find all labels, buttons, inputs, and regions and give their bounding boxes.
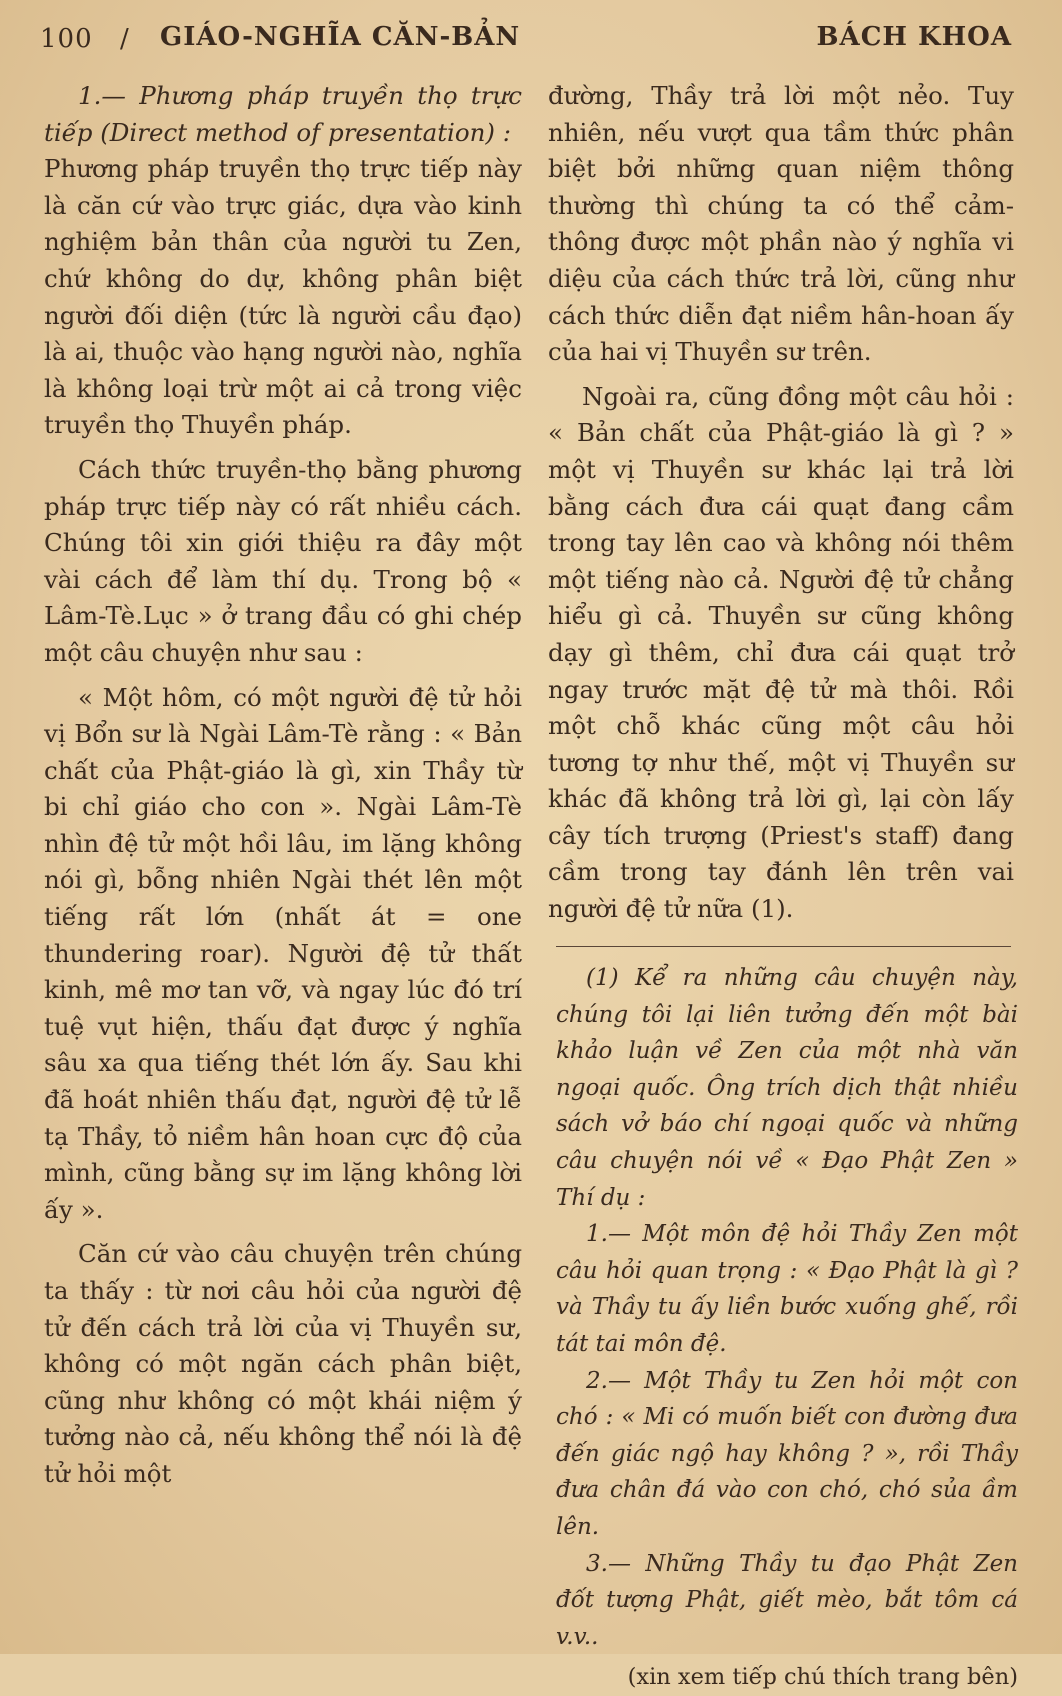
page-number: 100 xyxy=(40,24,93,54)
footnote-item-1: 1.— Một môn đệ hỏi Thầy Zen một câu hỏi quan trọng : « Đạo Phật là gì ? và Thầy tu ấy liền bước xuống ghế, rồi tát tai môn đệ. xyxy=(556,1221,1018,1357)
footnote-item-2: 2.— Một Thầy tu Zen hỏi một con chó : « Mi có muốn biết con đường đưa đến giác ngộ hay không ? », rồi Thầy đưa chân đá vào con chó, chó sủa ầm lên. xyxy=(556,1367,1018,1540)
paragraph-story-analysis: Căn cứ vào câu chuyện trên chúng ta thấy : từ nơi câu hỏi của người đệ tử đến cách trả lời của vị Thuyền sư, không có một ngăn cách phân biệt, cũng như không có một khái niệm ý tưởng nào cả, nếu không thể nói là đệ tử hỏi một xyxy=(44,1239,522,1488)
header-separator: / xyxy=(120,24,130,54)
paragraph-methods-intro: Cách thức truyền-thọ bằng phương pháp trực tiếp này có rất nhiều cách. Chúng tôi xin giới thiệu ra đây một vài cách để làm thí dụ. Trong bộ « Lâm-Tè.Lục » ở trang đầu có ghi chép một câu chuyện như sau : xyxy=(44,454,522,667)
running-title-right: BÁCH KHOA xyxy=(816,22,1012,52)
running-title-left: GIÁO-NGHĨA CĂN-BẢN xyxy=(160,22,521,52)
footnote-divider xyxy=(556,946,1011,947)
footnote-intro: (1) Kể ra những câu chuyện này, chúng tôi lại liên tưởng đến một bài khảo luận về Zen của một nhà văn ngoại quốc. Ông trích dịch thật nhiều sách vở báo chí ngoại quốc và những câu chuyện nói về « Đạo Phật Zen » Thí dụ : xyxy=(556,965,1018,1211)
left-column xyxy=(44,78,522,1493)
right-column xyxy=(548,78,1014,928)
paragraph-direct-method: Phương pháp truyền thọ trực tiếp này là căn cứ vào trực giác, dựa vào kinh nghiệm bản thân của người tu Zen, chứ không do dự, không phân biệt người đối diện (tức là người cầu đạo) là ai, thuộc vào hạng người nào, nghĩa là không loại trừ một ai cả trong việc truyền thọ Thuyền pháp. xyxy=(44,154,522,440)
page-header xyxy=(40,14,1012,64)
paragraph-continuation: đường, Thầy trả lời một nẻo. Tuy nhiên, nếu vượt qua tầm thức phân biệt bởi những quan niệm thông thường thì chúng ta có thể cảm-thông được một phần nào ý nghĩa vi diệu của cách thức trả lời, cũng như cách thức diễn đạt niềm hân-hoan ấy của hai vị Thuyền sư trên. xyxy=(548,81,1014,367)
footnote-item-3: 3.— Những Thầy tu đạo Phật Zen đốt tượng Phật, giết mèo, bắt tôm cá v.v.. xyxy=(556,1550,1018,1650)
footnote-continued-note: (xin xem tiếp chú thích trang bên) xyxy=(627,1664,1018,1691)
section-heading-direct-method: 1.— Phương pháp truyền thọ trực tiếp (Direct method of presentation) : xyxy=(44,81,522,147)
paragraph-other-masters: Ngoài ra, cũng đồng một câu hỏi : « Bản chất của Phật-giáo là gì ? » một vị Thuyền sư khác lại trả lời bằng cách đưa cái quạt đang cầm trong tay lên cao và không nói thêm một tiếng nào cả. Người đệ tử chẳng hiểu gì cả. Thuyền sư cũng không dạy gì thêm, chỉ đưa cái quạt trở ngay trước mặt đệ tử mà thôi. Rồi một chỗ khác cũng một câu hỏi tương tợ như thế, một vị Thuyền sư khác đã không trả lời gì, lại còn lấy cây tích trượng (Priest's staff) đang cầm trong tay đánh lên trên vai người đệ tử nữa (1). xyxy=(548,381,1014,924)
footnotes xyxy=(556,960,1018,1696)
paragraph-lam-te-story: « Một hôm, có một người đệ tử hỏi vị Bổn sư là Ngài Lâm-Tè rằng : « Bản chất của Phật-giáo là gì, xin Thầy từ bi chỉ giáo cho con ». Ngài Lâm-Tè nhìn đệ tử một hồi lâu, im lặng không nói gì, bỗng nhiên Ngài thét lên một tiếng rất lớn (nhất át = one thundering roar). Người đệ tử thất kinh, mê mơ tan vỡ, và ngay lúc đó trí tuệ vụt hiện, thấu đạt được ý nghĩa sâu xa qua tiếng thét lớn ấy. Sau khi đã hoát nhiên thấu đạt, người đệ tử lễ tạ Thầy, tỏ niềm hân hoan cực độ của mình, cũng bằng sự im lặng không lời ấy ». xyxy=(44,682,522,1224)
